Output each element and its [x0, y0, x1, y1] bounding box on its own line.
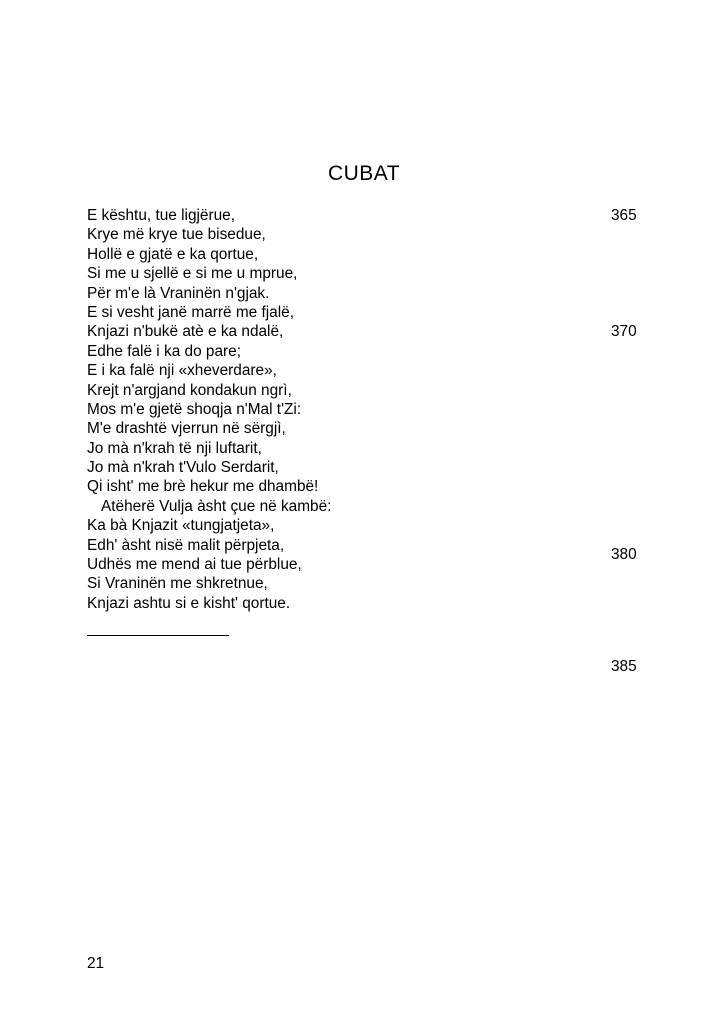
line-number: 380	[611, 546, 637, 563]
poem-line: E si vesht janë marrë me fjalë,	[87, 303, 294, 321]
poem-line: Ka bà Knjazit «tungjatjeta»,	[87, 517, 275, 535]
poem-line: Si Vraninën me shkretnue,	[87, 575, 268, 593]
poem-line: Hollë e gjatë e ka qortue,	[87, 245, 259, 263]
poem-line: Edhe falë i ka do pare;	[87, 342, 242, 360]
line-number: 385	[611, 658, 637, 675]
poem-body	[87, 206, 587, 634]
page-title: CUBAT	[327, 162, 401, 185]
poem-line: Krejt n'argjand kondakun ngrì,	[87, 381, 292, 399]
poem-line: Për m'e là Vraninën n'gjak.	[87, 284, 270, 302]
line-number: 365	[611, 207, 637, 224]
poem-line: Mos m'e gjetë shoqja n'Mal t'Zi:	[87, 400, 302, 418]
poem-line: E kështu, tue ligjërue,	[87, 207, 236, 224]
poem-line: M'e drashtë vjerrun në sërgjì,	[87, 420, 286, 438]
poem-line: Knjazi ashtu si e kisht' qortue.	[87, 594, 291, 612]
poem-line: Jo mà n'krah t'Vulo Serdarit,	[87, 459, 279, 477]
page-number: 21	[87, 955, 105, 972]
poem-line: Edh' àsht nisë malit përpjeta,	[87, 536, 285, 554]
poem-line: Krye më krye tue bisedue,	[87, 226, 266, 244]
poem-line: Atëherë Vulja àsht çue në kambë:	[101, 497, 332, 515]
poem-line: Qi isht' me brè hekur me dhambë!	[87, 478, 319, 496]
poem-line: Si me u sjellë e si me u mprue,	[87, 265, 298, 283]
poem-line: Jo mà n'krah të nji luftarit,	[87, 439, 262, 457]
poem-line: Knjazi n'bukë atè e ka ndalë,	[87, 323, 284, 341]
poem-line: E i ka falë nji «xheverdare»,	[87, 362, 277, 380]
line-number: 370	[611, 323, 637, 340]
poem-line: Udhës me mend ai tue përblue,	[87, 556, 302, 574]
footnote-rule	[87, 613, 587, 634]
